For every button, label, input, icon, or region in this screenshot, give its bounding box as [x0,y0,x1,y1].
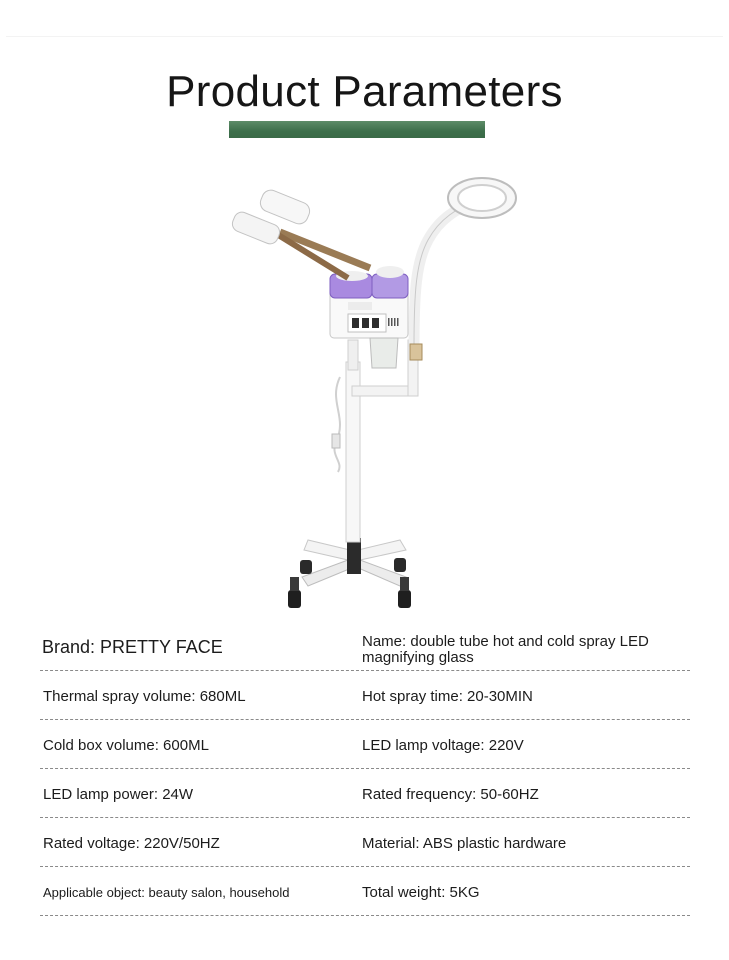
parameters-table [40,626,690,916]
facial-steamer-image [220,172,540,617]
param-thermal-spray-volume: Thermal spray volume: 680ML [43,688,246,705]
title-underline-bar [229,121,485,138]
param-hot-spray-time: Hot spray time: 20-30MIN [362,688,533,705]
param-row [40,867,690,916]
param-applicable-object: Applicable object: beauty salon, household [43,885,290,900]
param-material: Material: ABS plastic hardware [362,835,567,852]
param-rated-voltage: Rated voltage: 220V/50HZ [43,835,220,852]
param-total-weight: Total weight: 5KG [362,884,480,901]
param-brand: Brand: PRETTY FACE [42,637,223,657]
param-rated-frequency: Rated frequency: 50-60HZ [362,786,539,803]
param-name: Name: double tube hot and cold spray LED magnifying glass [362,633,649,666]
param-led-lamp-voltage: LED lamp voltage: 220V [362,737,524,754]
param-led-lamp-power: LED lamp power: 24W [43,786,194,803]
wheel-base [288,538,411,608]
param-row [40,671,690,720]
param-row [40,818,690,867]
param-cold-box-volume: Cold box volume: 600ML [43,737,209,754]
param-row [40,720,690,769]
page-title: Product Parameters [166,67,563,116]
param-row [40,626,690,671]
param-row [40,769,690,818]
